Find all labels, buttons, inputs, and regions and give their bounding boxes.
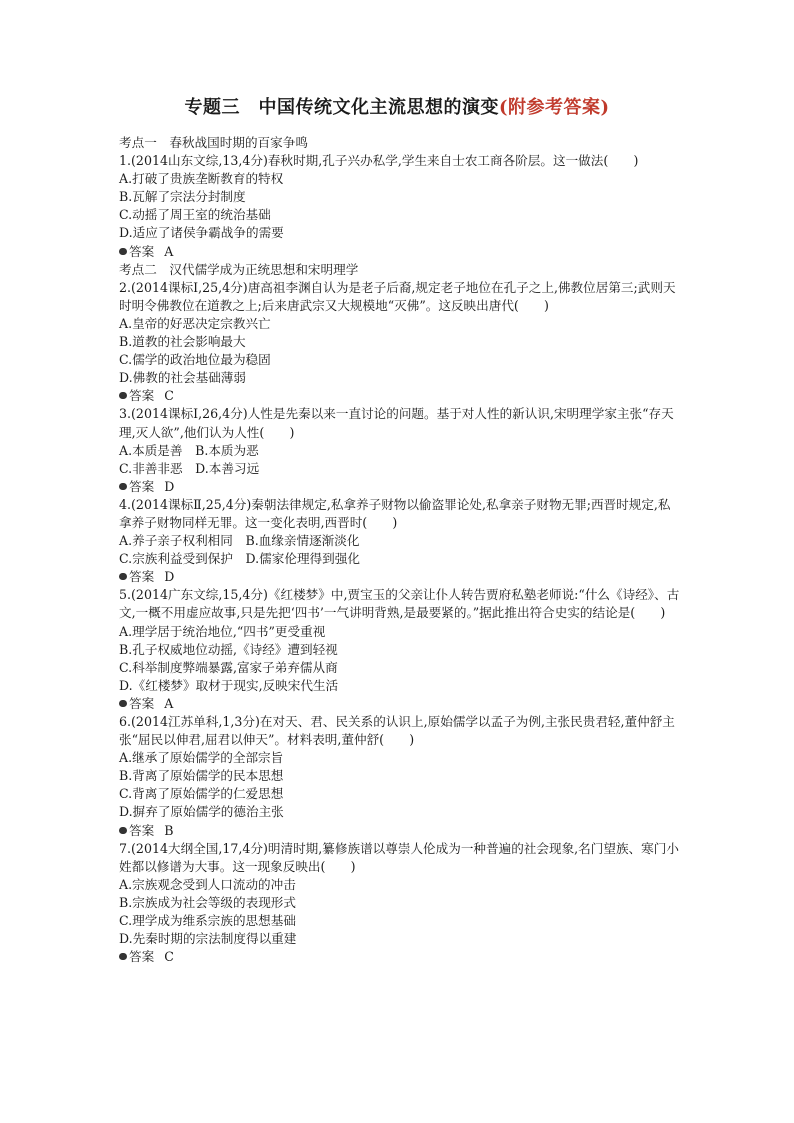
question-option: A.宗族观念受到人口流动的冲击 (119, 876, 296, 892)
answer-value: D (164, 478, 175, 494)
answer-line (119, 478, 681, 496)
question-option: C.儒学的政治地位最为稳固 (119, 352, 271, 368)
question-block (119, 279, 681, 406)
question-option: D.佛教的社会基础薄弱 (119, 370, 246, 386)
answer-label: 答案 (129, 695, 155, 711)
answer-value: B (164, 822, 174, 838)
question-option: A.打破了贵族垄断教育的特权 (119, 171, 284, 187)
question-block (119, 713, 681, 840)
answer-line (119, 568, 681, 586)
question-block (119, 496, 681, 586)
answer-label: 答案 (129, 822, 155, 838)
answer-value: A (164, 695, 174, 711)
answer-value: A (164, 243, 174, 259)
question-option: C.理学成为维系宗族的思想基础 (119, 913, 296, 929)
question-option: A.皇帝的好恶决定宗教兴亡 (119, 315, 271, 331)
question-content (119, 134, 681, 966)
question-option: C.背离了原始儒学的仁爱思想 (119, 786, 284, 802)
answer-value: C (164, 388, 174, 404)
answer-label: 答案 (129, 243, 155, 259)
question-stem: 1.(2014山东文综,13,4分)春秋时期,孔子兴办私学,学生来自士农工商各阶层。这一做法( ) (119, 153, 639, 169)
question-block (119, 840, 681, 967)
answer-label: 答案 (129, 569, 155, 585)
answer-icon (119, 248, 126, 255)
title-suffix: (附参考答案) (498, 97, 610, 118)
question-option: C.宗族利益受到保护 D.儒家伦理得到强化 (119, 551, 360, 567)
answer-value: D (164, 569, 175, 585)
answer-icon (119, 573, 126, 580)
answer-line (119, 243, 681, 261)
question-block (119, 152, 681, 261)
question-option: D.摒弃了原始儒学的德治主张 (119, 804, 284, 820)
question-option: A.本质是善 B.本质为恶 (119, 442, 259, 458)
question-option: C.动摇了周王室的统治基础 (119, 207, 271, 223)
question-stem: 3.(2014课标Ⅰ,26,4分)人性是先秦以来一直讨论的问题。基于对人性的新认识,宋明理学家主张“存天理,灭人欲”,他们认为人性( ) (119, 406, 674, 440)
question-option: B.瓦解了宗法分封制度 (119, 189, 246, 205)
page-title (0, 93, 794, 119)
section-heading: 考点二 汉代儒学成为正统思想和宋明理学 (119, 261, 359, 277)
answer-icon (119, 483, 126, 490)
title-main: 专题三 中国传统文化主流思想的演变 (184, 97, 499, 118)
question-stem: 4.(2014课标Ⅱ,25,4分)秦朝法律规定,私拿养子财物以偷盗罪论处,私拿亲子财物无罪;西晋时规定,私拿养子财物同样无罪。这一变化表明,西晋时( ) (119, 496, 671, 530)
answer-label: 答案 (129, 388, 155, 404)
answer-value: C (164, 949, 174, 965)
question-option: A.继承了原始儒学的全部宗旨 (119, 750, 284, 766)
question-option: B.道教的社会影响最大 (119, 334, 246, 350)
answer-label: 答案 (129, 478, 155, 494)
question-option: B.孔子权威地位动摇,《诗经》遭到轻视 (119, 641, 338, 657)
question-stem: 6.(2014江苏单科,1,3分)在对天、君、民关系的认识上,原始儒学以孟子为例,主张民贵君轻,董仲舒主张“屈民以伸君,屈君以伸天”。材料表明,董仲舒( ) (119, 714, 675, 748)
question-block (119, 405, 681, 495)
question-stem: 5.(2014广东文综,15,4分)《红楼梦》中,贾宝玉的父亲让仆人转告贾府私塾老师说:“什么《诗经》、古文,一概不用虚应故事,只是先把‘四书’一气讲明背熟,是最要紧的。”据此推出符合史实的结论是( ) (119, 587, 680, 621)
section-heading: 考点一 春秋战国时期的百家争鸣 (119, 135, 308, 150)
question-option: A.养子亲子权利相同 B.血缘亲情逐渐淡化 (119, 533, 360, 549)
question-stem: 2.(2014课标Ⅰ,25,4分)唐高祖李渊自认为是老子后裔,规定老子地位在孔子之上,佛教位居第三;武则天时明令佛教位在道教之上;后来唐武宗又大规模地“灭佛”。这反映出唐代( ) (119, 279, 676, 313)
answer-icon (119, 700, 126, 707)
question-option: B.宗族成为社会等级的表现形式 (119, 894, 296, 910)
question-option: B.背离了原始儒学的民本思想 (119, 768, 284, 784)
question-option: D.适应了诸侯争霸战争的需要 (119, 225, 284, 241)
answer-line (119, 822, 681, 840)
answer-icon (119, 953, 126, 960)
question-option: A.理学居于统治地位,“四书”更受重视 (119, 623, 326, 639)
answer-line (119, 387, 681, 405)
answer-label: 答案 (129, 949, 155, 965)
question-option: D.先秦时期的宗法制度得以重建 (119, 931, 297, 947)
answer-icon (119, 827, 126, 834)
answer-icon (119, 392, 126, 399)
answer-line (119, 695, 681, 713)
question-option: D.《红楼梦》取材于现实,反映宋代生活 (119, 677, 339, 693)
question-stem: 7.(2014大纲全国,17,4分)明清时期,纂修族谱以尊崇人伦成为一种普遍的社会现象,名门望族、寒门小姓都以修谱为大事。这一现象反映出( ) (119, 840, 679, 874)
question-option: C.非善非恶 D.本善习远 (119, 460, 260, 476)
question-option: C.科举制度弊端暴露,富家子弟弃儒从商 (119, 659, 338, 675)
question-block (119, 586, 681, 713)
answer-line (119, 948, 681, 966)
